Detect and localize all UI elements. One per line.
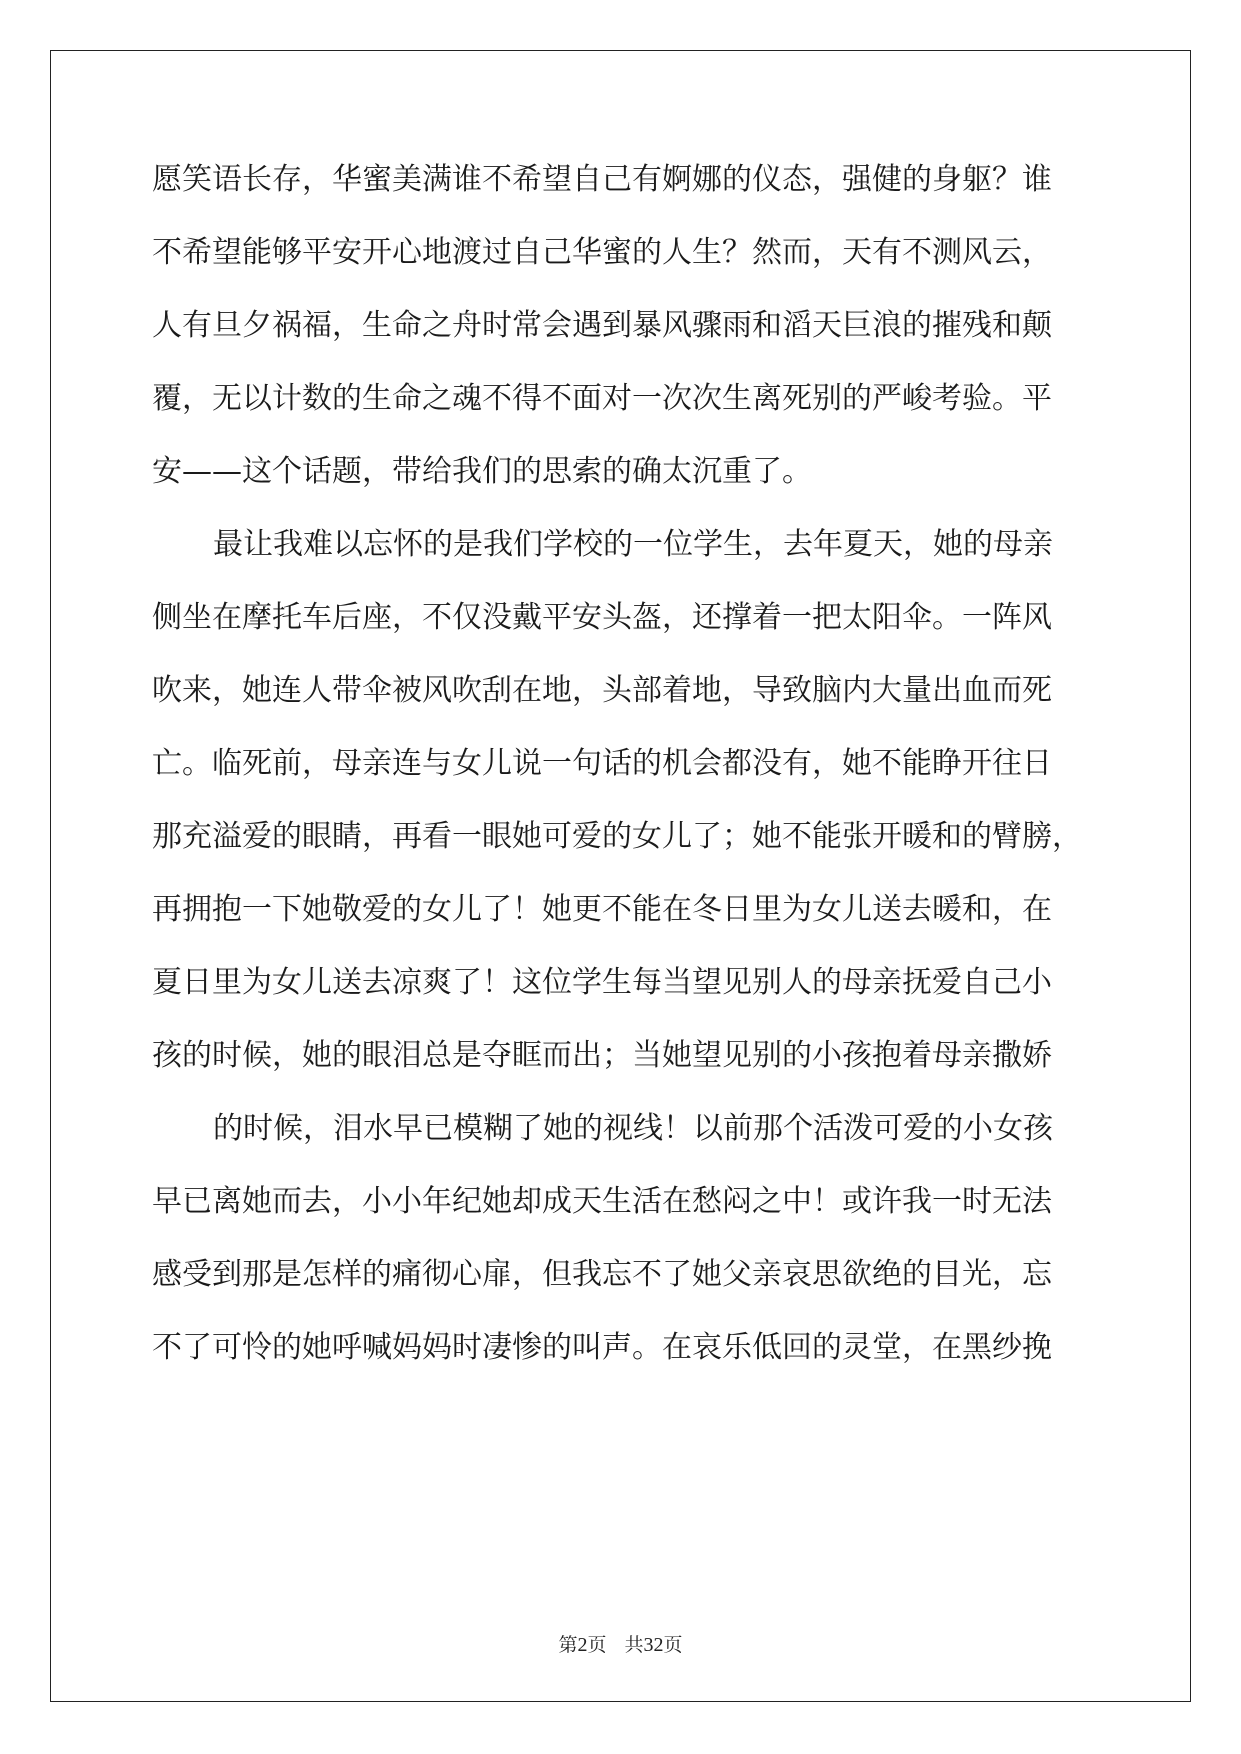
text-line-15: 早已离她而去，小小年纪她却成天生活在愁闷之中！或许我一时无法 <box>152 1184 1052 1219</box>
footer-total-suffix: 页 <box>663 1634 683 1656</box>
text-line-14: 的时候，泪水早已模糊了她的视线！以前那个活泼可爱的小女孩 <box>213 1111 1053 1146</box>
text-line-17: 不了可怜的她呼喊妈妈时凄惨的叫声。在哀乐低回的灵堂，在黑纱挽 <box>152 1330 1052 1365</box>
page-footer <box>0 1633 1241 1657</box>
footer-page-suffix: 页 <box>587 1634 607 1656</box>
text-line-16: 感受到那是怎样的痛彻心扉，但我忘不了她父亲哀思欲绝的目光，忘 <box>152 1257 1052 1292</box>
total-page-count: 32 <box>643 1634 664 1656</box>
text-line-4: 覆，无以计数的生命之魂不得不面对一次次生离死别的严峻考验。平 <box>152 381 1052 416</box>
text-line-8: 吹来，她连人带伞被风吹刮在地，头部着地，导致脑内大量出血而死 <box>152 673 1052 708</box>
text-line-2: 不希望能够平安开心地渡过自己华蜜的人生？然而，天有不测风云， <box>152 235 1052 270</box>
text-line-9: 亡。临死前，母亲连与女儿说一句话的机会都没有，她不能睁开往日 <box>152 746 1052 781</box>
text-line-7: 侧坐在摩托车后座，不仅没戴平安头盔，还撑着一把太阳伞。一阵风 <box>152 600 1052 635</box>
text-line-5: 安——这个话题，带给我们的思索的确太沉重了。 <box>152 454 812 489</box>
text-line-13: 孩的时候，她的眼泪总是夺眶而出；当她望见别的小孩抱着母亲撒娇 <box>152 1038 1052 1073</box>
footer-total-prefix: 共 <box>624 1634 644 1656</box>
text-line-6: 最让我难以忘怀的是我们学校的一位学生，去年夏天，她的母亲 <box>213 527 1053 562</box>
page-border <box>50 50 1191 1702</box>
text-line-11: 再拥抱一下她敬爱的女儿了！她更不能在冬日里为女儿送去暖和，在 <box>152 892 1052 927</box>
footer-prefix: 第 <box>558 1634 578 1656</box>
text-line-10: 那充溢爱的眼睛，再看一眼她可爱的女儿了；她不能张开暖和的臂膀， <box>152 819 1082 854</box>
current-page-number: 2 <box>577 1634 588 1656</box>
text-line-3: 人有旦夕祸福，生命之舟时常会遇到暴风骤雨和滔天巨浪的摧残和颠 <box>152 308 1052 343</box>
text-line-1: 愿笑语长存，华蜜美满谁不希望自己有婀娜的仪态，强健的身躯？谁 <box>152 162 1052 197</box>
text-line-12: 夏日里为女儿送去凉爽了！这位学生每当望见别人的母亲抚爱自己小 <box>152 965 1052 1000</box>
